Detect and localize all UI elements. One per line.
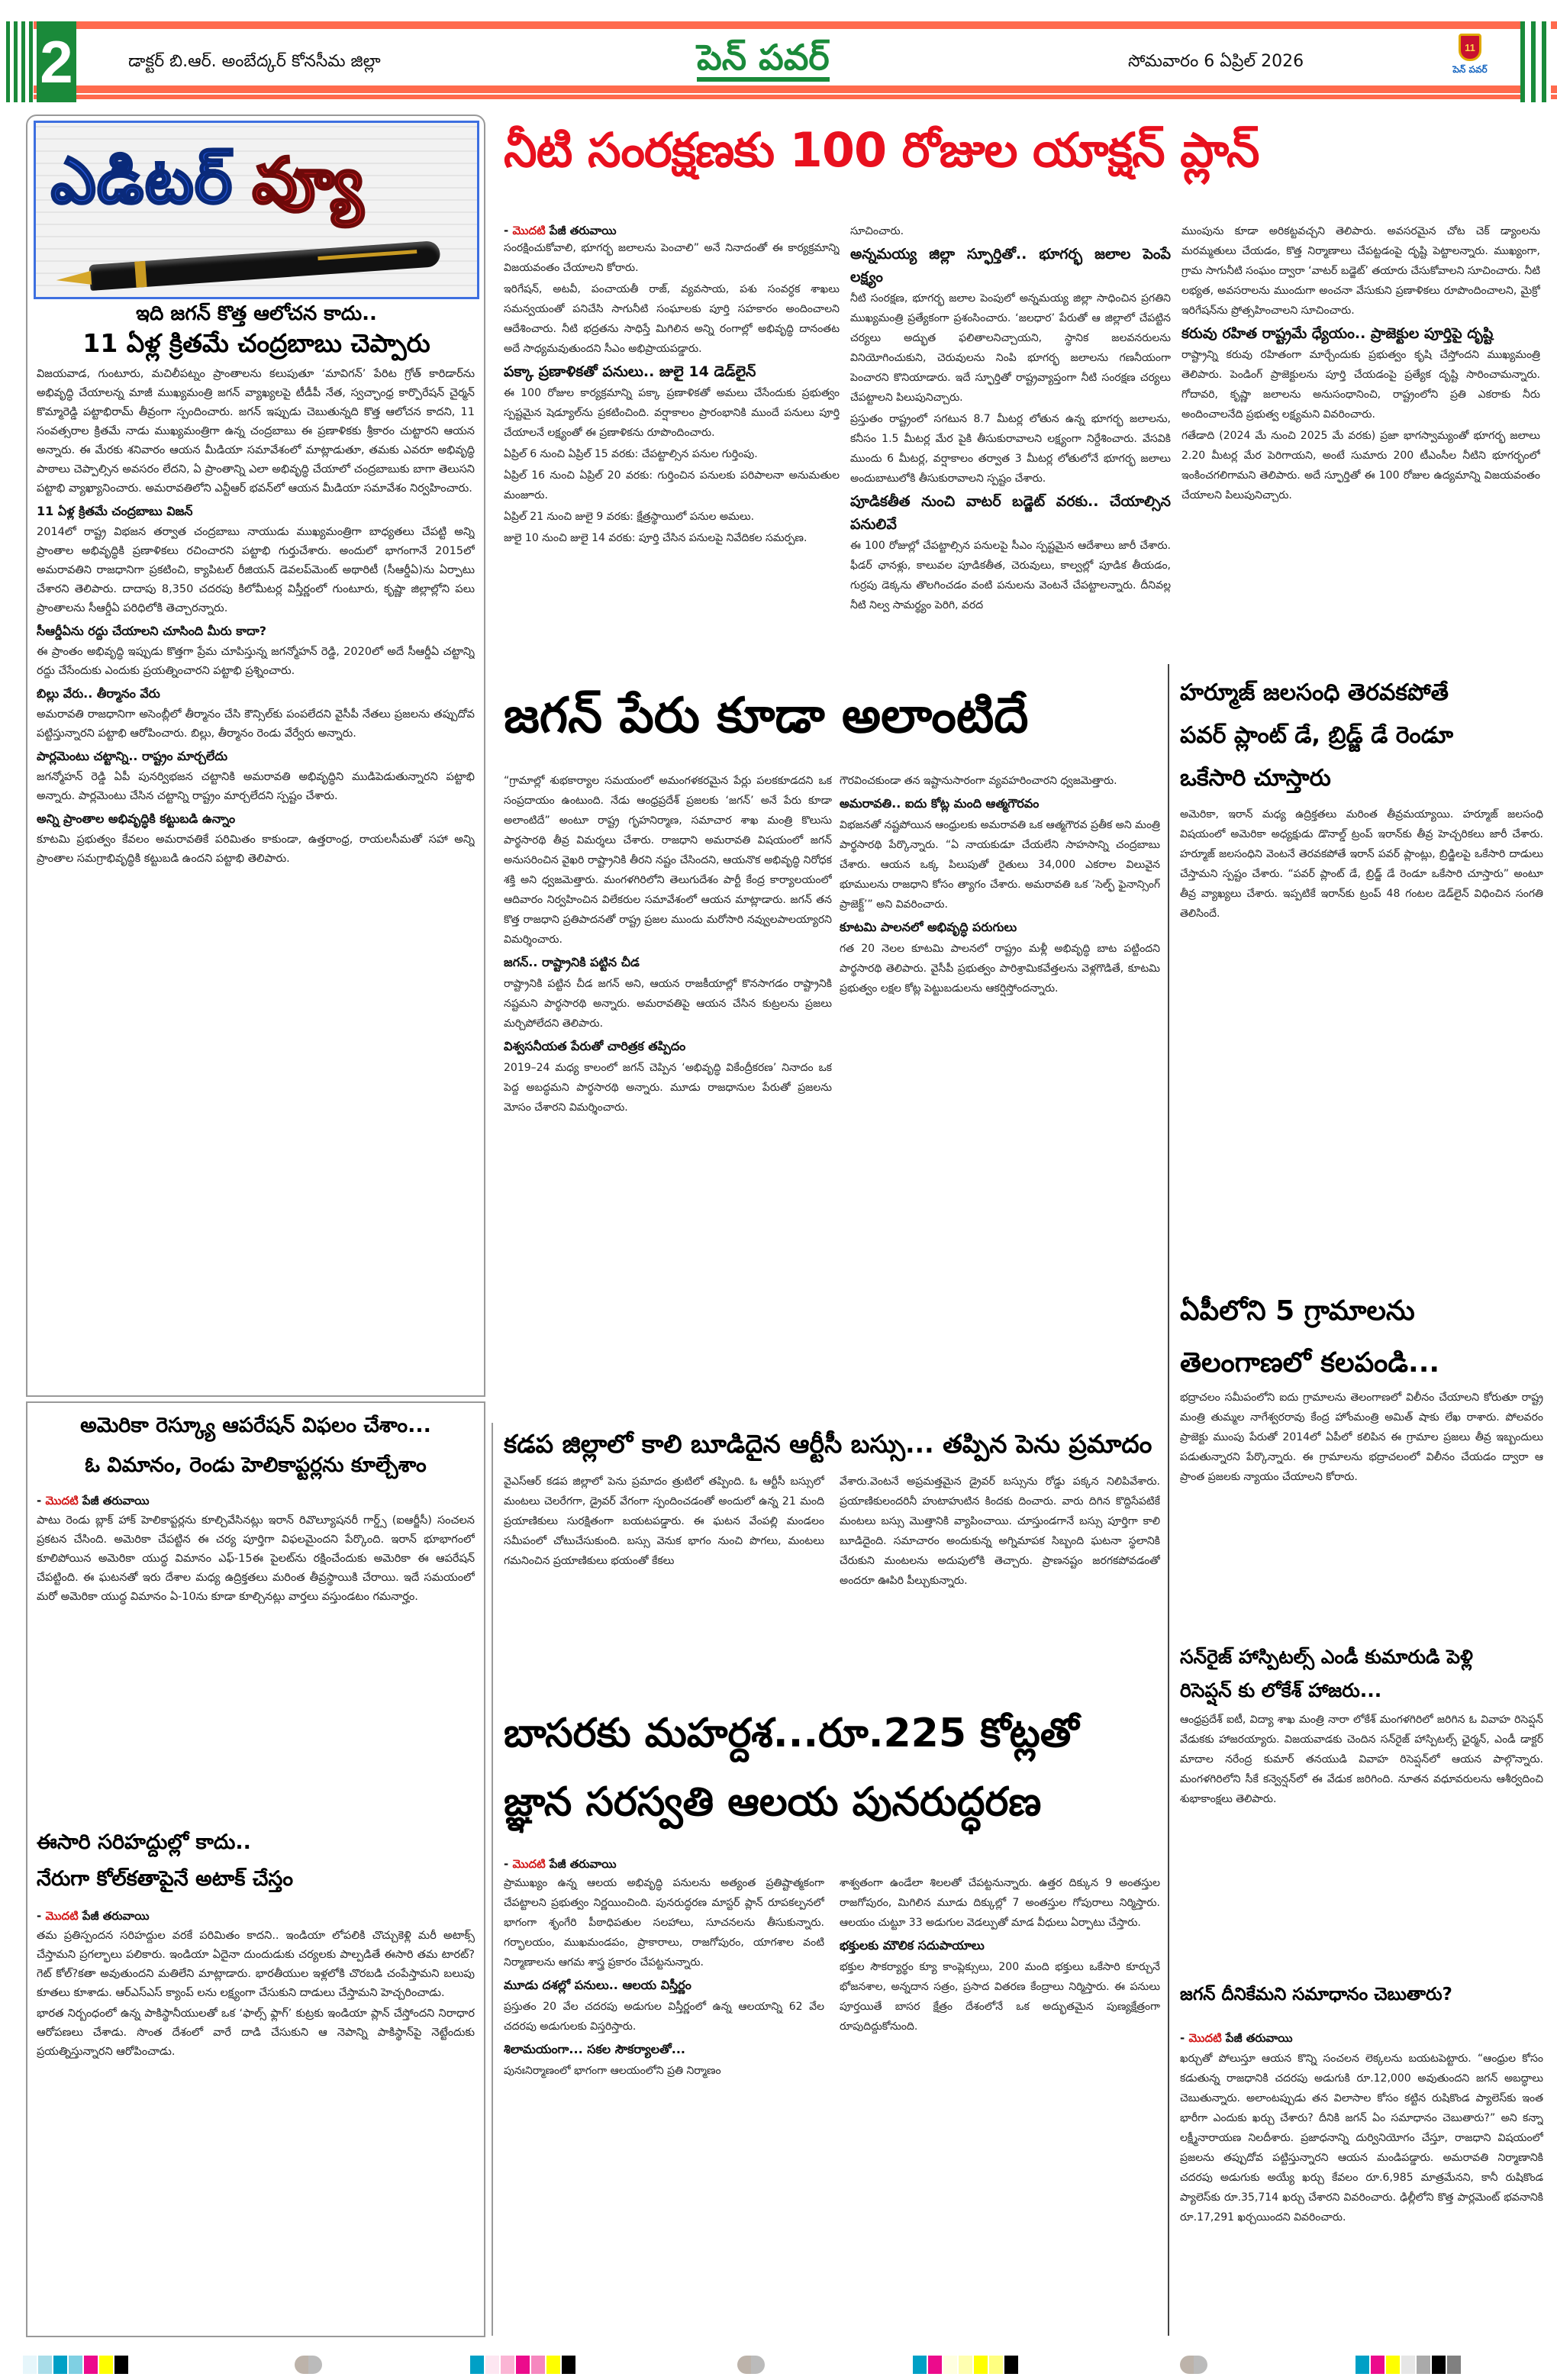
- kolkata-body: [37, 1927, 475, 2331]
- shield-icon: 11: [1459, 34, 1481, 61]
- paragraph: ప్రాముఖ్యం ఉన్న ఆలయ అభివృద్ధి పనులను అత్యంత ప్రతిష్టాత్మకంగా చేపట్టాలని ప్రభుత్వం నిర్ణయించింది. పునరుద్ధరణ మాస్టర్ ప్లాన్ రూపకల్పనలో భాగంగా శృంగేరి పీఠాధిపతుల సలహాలు, సూచనలను తీసుకున్నారు. గర్భాలయం, ముఖమండపం, ప్రాకారాలు, రాజగోపురం, యాగశాల వంటి నిర్మాణాలను ఆగమ శాస్త్ర ప్రకారం చేపట్టనున్నారు.: [504, 1877, 824, 1969]
- paragraph: ఈ 100 రోజుల్లో చేపట్టాల్సిన పనులపై సీఎం స్పష్టమైన ఆదేశాలు జారీ చేశారు. ఫీడర్ ఛానళ్లు, కాలువల పూడికతీత, చెరువులు, కాల్వల్లో పూడిక తీయడం, గుర్రపు డెక్కను తొలగించడం వంటి పనులను వెంటనే చేపట్టాలన్నారు. దీనివల్ల నీటి నిల్వ సామర్థ్యం పెరిగి, వరద: [850, 540, 1171, 611]
- paragraph: ముంపును కూడా అరికట్టవచ్చని తెలిపారు. అవసరమైన చోట చెక్ డ్యాంలను మరమ్మతులు చేయడం, కొత్త నిర్మాణాలు చేపట్టడంపై దృష్టి పెట్టాలన్నారు. ముఖ్యంగా, గ్రామ సాగునీటి సంఘం ద్వారా ‘వాటర్ బడ్జెట్’ తయారు చేసుకోవాలని సూచించారు. నీటి లభ్యత, అవసరాలను ముందుగా అంచనా వేసుకుని ప్రణాళికలు రూపొందించాలని, మైక్రో ఇరిగేషన్‌ను ప్రోత్సహించాలని సూచించారు.: [1181, 225, 1540, 317]
- masthead-stripe: [6, 95, 1557, 99]
- paragraph: సూచించారు.: [850, 225, 904, 237]
- color-swatch: [943, 2356, 957, 2374]
- ap-villages-body: [1180, 1388, 1543, 1640]
- jagan-name-col-1: [504, 771, 832, 1404]
- color-swatch: [114, 2356, 128, 2374]
- green-bars-decoration: [6, 21, 34, 102]
- jagan-name-col-2: [840, 771, 1160, 1404]
- banner-word-view: వ్యూ: [252, 147, 365, 216]
- editor-view-headline-1: ఇది జగన్ కొత్త ఆలోచన కాదు..: [136, 302, 377, 325]
- subhead: జగన్.. రాష్ట్రానికి పట్టిన చీడ: [504, 955, 640, 969]
- kadapa-headline: కడప జిల్లాలో కాలి బూడిదైన ఆర్టీసీ బస్సు... తప్పిన పెను ప్రమాదం: [504, 1429, 1152, 1459]
- iran-headline-1: అమెరికా రెస్క్యూ ఆపరేషన్ విఫలం చేశాం...: [80, 1414, 431, 1437]
- column-rule: [1168, 664, 1169, 2336]
- subhead: సీఆర్డీఏను రద్దు చేయాలని చూసింది మీరు కాదా?: [37, 624, 266, 638]
- masthead-stripe: [6, 85, 1557, 93]
- paragraph: ఆంధ్రప్రదేశ్ ఐటీ, విద్యా శాఖ మంత్రి నారా లోకేశ్ మంగళగిరిలో జరిగిన ఓ వివాహ రిసెప్షన్ వేడుకకు హాజరయ్యారు. విజయవాడకు చెందిన సన్‌రైజ్ హాస్పిటల్స్ ఛైర్మన్, ఎండీ డాక్టర్ మాదాల నరేంద్ర కుమార్ తనయుడి వివాహ రిసెప్షన్‌లో ఆయన పాల్గొన్నారు. మంగళగిరిలోని సీకే కన్వెన్షన్‌లో ఈ వేడుక జరిగింది. నూతన వధూవరులను ఆశీర్వదించి శుభాకాంక్షలు తెలిపారు.: [1180, 1714, 1543, 1805]
- paragraph: తమ ప్రతిస్పందన సరిహద్దుల వరకే పరిమితం కాదని.. ఇండియా లోపలికి చొచ్చుకెళ్లి మరీ అటాక్స్ చేస్తామని ప్రగల్భాలు పలికారు. ఇండియా ఏదైనా దుందుడుకు చర్యలకు పాల్పడితే ఈసారి తమ టారట్?గెట్ కోల్?కతా అవుతుందని మతిలేని మాట్లాడారు. భారతీయుల ఇళ్లలోకి చొరబడి చంపేస్తామని బలుపు కూతలు కూశాడు. ఆర్ఎస్ఎస్ క్యాంప్ లను లక్ష్యంగా చేసుకుని దాడులు చేస్తామని హెచ్చరించాడు.: [37, 1930, 475, 1999]
- paragraph: రాష్ట్రానికి పట్టిన చీడ జగన్ అని, ఆయన రాజకీయాల్లో కొనసాగడం రాష్ట్రానికి నష్టమని పార్థసారథి అన్నారు. అమరావతిపై ఆయన చేసిన కుట్రలను ప్రజలు మర్చిపోలేదని తెలిపారు.: [504, 978, 832, 1030]
- paragraph: కూటమి ప్రభుత్వం కేవలం అమరావతికే పరిమితం కాకుండా, ఉత్తరాంధ్ర, రాయలసీమతో సహా అన్ని ప్రాంతాల సమగ్రాభివృద్ధికి కట్టుబడి ఉందని పట్టాభి తెలిపారు.: [37, 834, 475, 865]
- hormuz-headline-1: హర్మూజ్ జలసంధి తెరవకపోతే: [1180, 679, 1449, 706]
- color-swatch: [1417, 2356, 1430, 2374]
- paragraph: శాశ్వతంగా ఉండేలా శిలలతో చేపట్టనున్నారు. ఉత్తర దిక్కున 9 అంతస్తుల రాజగోపురం, మిగిలిన మూడు దిక్కుల్లో 7 అంతస్తుల గోపురాలు నిర్మిస్తారు. ఆలయం చుట్టూ 33 అడుగుల వెడల్పుతో మాడ వీధులు ఏర్పాటు చేస్తారు.: [840, 1877, 1160, 1929]
- paper-title: పెన్ పవర్: [697, 38, 830, 82]
- top-story-col-2: [850, 221, 1171, 649]
- subhead: పక్కా ప్రణాళికతో పనులు.. జులై 14 డెడ్‌లైన్: [504, 363, 756, 380]
- hormuz-headline-2: పవర్ ప్లాంట్ డే, బ్రిడ్జ్ డే రెండూ: [1180, 722, 1454, 749]
- color-swatch: [913, 2356, 927, 2374]
- color-swatch: [69, 2356, 82, 2374]
- grey-registration-mark: [737, 2356, 765, 2374]
- paragraph: అమరావతి రాజధానిగా అసెంబ్లీలో తీర్మానం చేసి కౌన్సిల్‌కు పంపలేదని వైసీపీ నేతలు ప్రజలను తప్పుదోవ పట్టిస్తున్నారని పట్టాభి ఆరోపించారు. బిల్లు, తీర్మానం రెండు వేర్వేరు అన్నారు.: [37, 708, 475, 740]
- paragraph: ఏప్రిల్ 6 నుంచి ఏప్రిల్ 15 వరకు: చేపట్టాల్సిన పనుల గుర్తింపు.: [504, 448, 758, 460]
- subhead: పూడికతీత నుంచి వాటర్ బడ్జెట్ వరకు.. చేయాల్సిన పనులివే: [850, 493, 1171, 533]
- subhead: భక్తులకు మౌలిక సదుపాయాలు: [840, 1938, 985, 1953]
- paragraph: పాటు రెండు బ్లాక్ హాక్ హెలికాప్టర్లను కూల్చివేసినట్లు ఇరాన్ రివొల్యూషనరీ గార్డ్స్ (ఐఆర్జీసీ) సంచలన ప్రకటన చేసింది. అమెరికా చేపట్టిన ఈ చర్య పూర్తిగా విఫలమైందని పేర్కొంది. ఇరాన్ భూభాగంలో కూలిపోయిన అమెరికా యుద్ధ విమానం ఎఫ్-15ఈ పైలట్‌ను రక్షించేందుకు అమెరికా ఈ ఆపరేషన్ చేపట్టింది. ఈ ఘటనతో ఇరు దేశాల మధ్య ఉద్రిక్తతలు మరింత తీవ్రస్థాయికి చేరాయి. ఇదే సమయంలో మరో అమెరికా యుద్ధ విమానం ఏ-10ను కూడా కూల్చినట్లు వార్తలు వస్తుండటం గమనార్హం.: [37, 1514, 475, 1603]
- sunrise-headline-1: సన్‌రైజ్ హాస్పిటల్స్ ఎండీ కుమారుడి పెళ్లి: [1180, 1646, 1473, 1668]
- color-swatch: [516, 2356, 530, 2374]
- color-swatch: [959, 2356, 972, 2374]
- color-swatch: [53, 2356, 67, 2374]
- subhead: పార్లమెంటు చట్టాన్ని.. రాష్ట్రం మార్చలేదు: [37, 749, 228, 763]
- color-swatch: [23, 2356, 37, 2374]
- banner-word-editor: ఎడిటర్: [51, 147, 234, 216]
- paragraph: రాష్ట్రాన్ని కరువు రహితంగా మార్చేందుకు ప్రభుత్వం కృషి చేస్తోందని ముఖ్యమంత్రి తెలిపారు. పెండింగ్ ప్రాజెక్టులను పూర్తి చేయడంపై ప్రత్యేక దృష్టి సారించామన్నారు. గోదావరి, కృష్ణా జలాలను అనుసంధానించి, రాష్ట్రంలోని ప్రతి ఎకరాకు నీరు అందించాలనేది ప్రభుత్వ లక్ష్యమని వివరించారు.: [1181, 349, 1540, 421]
- district-name: డాక్టర్ బి.ఆర్. అంబేద్కర్ కోనసీమ జిల్లా: [128, 52, 381, 71]
- kadapa-col-1: [504, 1472, 824, 1685]
- editor-view-headline-2: 11 ఏళ్ల క్రితమే చంద్రబాబు చెప్పారు: [82, 328, 430, 358]
- subhead: విశ్వసనీయత పేరుతో చారిత్రక తప్పిదం: [504, 1039, 686, 1053]
- paragraph: ఈ ప్రాంతం అభివృద్ధి ఇప్పుడు కొత్తగా ప్రేమ చూపిస్తున్న జగన్మోహన్ రెడ్డి, 2020లో అదే సీఆర్డీఏ చట్టాన్ని రద్దు చేసేందుకు ఎందుకు ప్రయత్నించారని పట్టాభి ప్రశ్నించారు.: [37, 646, 475, 677]
- continued-label: - మొదటి పేజీ తరువాయి: [504, 224, 617, 237]
- masthead-stripe: [6, 21, 1557, 29]
- subhead: శిలామయంగా... సకల సౌకర్యాలతో...: [504, 2042, 685, 2056]
- subhead: మూడు దశల్లో పనులు.. ఆలయ విస్తీర్ణం: [504, 1978, 691, 1992]
- paragraph: వైఎస్ఆర్ కడప జిల్లాలో పెను ప్రమాదం త్రుటిలో తప్పింది. ఓ ఆర్టీసీ బస్సులో మంటలు చెలరేగగా, డ్రైవర్ వేగంగా స్పందించడంతో అందులో ఉన్న 21 మంది ప్రయాణికులు సురక్షితంగా బయటపడ్డారు. ఈ ఘటన వేంపల్లి మండలం సమీపంలో చోటుచేసుకుంది. బస్సు వెనుక భాగం నుంచి పొగలు, మంటలు గమనించిన ప్రయాణికులు భయంతో కేకలు: [504, 1475, 824, 1567]
- color-swatch: [1401, 2356, 1415, 2374]
- editor-view-banner: [34, 121, 479, 299]
- color-swatch: [84, 2356, 98, 2374]
- paragraph: ఖర్చుతో పోలుస్తూ ఆయన కొన్ని సంచలన లెక్కలను బయటపెట్టారు. “ఆంధ్రుల కోసం కడుతున్న రాజధానికి చదరపు అడుగుకి రూ.12,000 అవుతుందని జగన్ అబద్ధాలు చెబుతున్నారు. అలాంటప్పుడు తన విలాసాల కోసం కట్టిన రుషికొండ ప్యాలెస్‌కు ఇంత భారీగా ఎందుకు ఖర్చు చేశారు? దీనికి జగన్ ఏం సమాధానం చెబుతారు?” అని కన్నా లక్ష్మీనారాయణ నిలదీశారు. ప్రజాధనాన్ని దుర్వినియోగం చేస్తూ, రాజధాని విషయంలో ప్రజలను తప్పుదోవ పట్టిస్తున్నారని ఆయన మండిపడ్డారు. అమరావతి నిర్మాణానికి చదరపు అడుగుకు అయ్యే ఖర్చు కేవలం రూ.6,985 మాత్రమేనని, కానీ రుషికొండ ప్యాలెస్‌కు రూ.35,714 ఖర్చు చేశారని వివరించారు. ఢిల్లీలోని కొత్త పార్లమెంట్ భవనానికి రూ.17,291 ఖర్చయిందని వివరించారు.: [1180, 2053, 1543, 2224]
- continued-label: - మొదటి పేజీ తరువాయి: [504, 1857, 617, 1871]
- basara-col-2: [840, 1873, 1160, 2331]
- paragraph: ఈ 100 రోజుల కార్యక్రమాన్ని పక్కా ప్రణాళికతో అమలు చేసేందుకు ప్రభుత్వం స్పష్టమైన షెడ్యూల్‌ను ప్రకటించింది. వర్షాకాలం ప్రారంభానికి ముందే పనులు పూర్తి చేయాలనే లక్ష్యంతో ఈ ప్రణాళికను రూపొందించారు.: [504, 387, 840, 439]
- paragraph: జగన్మోహన్ రెడ్డి ఏపీ పునర్విభజన చట్టానికి అమరావతి అభివృద్ధిని ముడిపెడుతున్నారని పట్టాభి అన్నారు. పార్లమెంటు చేసిన చట్టాన్ని రాష్ట్రం మార్చలేదని స్పష్టం చేశారు.: [37, 771, 475, 802]
- kolkata-headline-1: ఈసారి సరిహద్దుల్లో కాదు..: [37, 1830, 251, 1854]
- paragraph: సంరక్షించుకోవాలి, భూగర్భ జలాలను పెంచాలి” అనే నినాదంతో ఈ కార్యక్రమాన్ని విజయవంతం చేయాలని కోరారు.: [504, 242, 840, 274]
- color-swatch: [1432, 2356, 1446, 2374]
- subhead: బిల్లు వేరు.. తీర్మానం వేరు: [37, 686, 160, 701]
- color-swatch: [546, 2356, 560, 2374]
- color-registration-bar: [23, 2356, 130, 2374]
- paragraph: గౌరవించకుండా తన ఇష్టానుసారంగా వ్యవహరించారని ధ్వజమెత్తారు.: [840, 775, 1117, 787]
- color-swatch: [1004, 2356, 1018, 2374]
- paragraph: ఇరిగేషన్, అటవీ, పంచాయతీ రాజ్, వ్యవసాయ, పశు సంవర్ధక శాఖలు సమన్వయంతో పనిచేసి సాగునీటి సంఘాలకు పూర్తి సహకారం అందించాలని ఆదేశించారు. నీటి భద్రతను సాధిస్తే మిగిలిన అన్ని రంగాల్లో అభివృద్ధి దానంతట అదే సాధ్యమవుతుందని సీఎం అభిప్రాయపడ్డారు.: [504, 283, 840, 355]
- fountain-pen-icon: [89, 240, 440, 291]
- paragraph: విభజనతో నష్టపోయిన ఆంధ్రులకు అమరావతి ఒక ఆత్మగౌరవ ప్రతీక అని మంత్రి పార్థసారథి పేర్కొన్నారు. “ఏ నాయకుడూ చేయలేని సాహసాన్ని చంద్రబాబు చేశారు. ఆయన ఒక్క పిలుపుతో రైతులు 34,000 ఎకరాల విలువైన భూములను రాజధాని కోసం త్యాగం చేశారు. అమరావతి ఒక ‘సెల్ఫ్ ఫైనాన్సింగ్ ప్రాజెక్ట్’” అని వివరించారు.: [840, 819, 1160, 911]
- ap-villages-headline-2: తెలంగాణలో కలపండి...: [1180, 1347, 1440, 1379]
- color-swatch: [1386, 2356, 1400, 2374]
- basara-col-1: [504, 1873, 824, 2331]
- color-swatch: [501, 2356, 514, 2374]
- subhead: అమరావతి.. ఐదు కోట్ల మంది ఆత్మగౌరవం: [840, 796, 1040, 811]
- top-story-col-1: [504, 238, 840, 620]
- paragraph: నీటి సంరక్షణ, భూగర్భ జలాల పెంపులో అన్నమయ్య జిల్లా సాధించిన ప్రగతిని ముఖ్యమంత్రి ప్రత్యేకంగా ప్రశంసించారు. ‘జలధార’ పేరుతో ఆ జిల్లాలో చేపట్టిన చర్యలు అద్భుత ఫలితాలనిచ్చాయని, స్థానిక జలవనరులను వినియోగించుకుని, చెరువులను నింపి భూగర్భ జలాలను గణనీయంగా పెంచారని కొనియాడారు. ఇదే స్ఫూర్తితో రాష్ట్రవ్యాప్తంగా నీటి సంరక్షణ చర్యలు చేపట్టాలని పిలుపునిచ్చారు.: [850, 292, 1171, 404]
- grey-registration-mark: [295, 2356, 322, 2374]
- color-swatch: [1356, 2356, 1369, 2374]
- color-registration-bar: [1356, 2356, 1462, 2374]
- color-swatch: [928, 2356, 942, 2374]
- page-number: 2: [37, 21, 76, 102]
- kolkata-headline-2: నేరుగా కోల్‌కతాపైనే అటాక్ చేస్తం: [37, 1867, 294, 1891]
- continued-label: - మొదటి పేజీ తరువాయి: [37, 1494, 150, 1508]
- subhead: అన్నమయ్య జిల్లా స్ఫూర్తితో.. భూగర్భ జలాల పెంపే లక్ష్యం: [850, 246, 1171, 285]
- editor-view-banner-text: [51, 146, 365, 233]
- green-bars-decoration: [1520, 21, 1551, 102]
- subhead: అన్ని ప్రాంతాల అభివృద్ధికి కట్టుబడి ఉన్నాం: [37, 811, 236, 826]
- sunrise-headline-2: రిసెప్షన్ కు లోకేశ్ హాజరు...: [1180, 1679, 1382, 1701]
- paragraph: భక్తుల సౌకర్యార్థం క్యూ కాంప్లెక్సులు, 200 మంది భక్తులు ఒకేసారి కూర్చునే భోజనశాల, అన్నదాన సత్రం, ప్రసాద వితరణ కేంద్రాలు నిర్మిస్తారు. ఈ పనులు పూర్తయితే బాసర క్షేత్రం దేశంలోనే ఒక అద్భుతమైన పుణ్యక్షేత్రంగా రూపుదిద్దుకోనుంది.: [840, 1961, 1160, 2033]
- color-swatch: [1447, 2356, 1461, 2374]
- paragraph: గతేడాది (2024 మే నుంచి 2025 మే వరకు) ప్రజా భాగస్వామ్యంతో భూగర్భ జలాలు 2.20 మీటర్ల మేర పెరిగాయని, అంటే సుమారు 200 టీఎంసీల నీటిని భూగర్భంలో ఇంకించగలిగామని తెలిపారు. అదే స్ఫూర్తితో ఈ 100 రోజుల ఉద్యమాన్ని విజయవంతం చేయాలని పిలుపునిచ్చారు.: [1181, 430, 1540, 501]
- basara-headline-1: బాసరకు మహర్దశ...రూ.225 కోట్లతో: [504, 1711, 1079, 1756]
- paragraph: అమెరికా, ఇరాన్ మధ్య ఉద్రిక్తతలు మరింత తీవ్రమయ్యాయి. హర్మూజ్ జలసంధి విషయంలో అమెరికా అధ్యక్షుడు డొనాల్డ్ ట్రంప్ ఇరాన్‌కు తీవ్ర హెచ్చరికలు జారీ చేశారు. హర్మూజ్ జలసంధిని వెంటనే తెరవకపోతే ఇరాన్ పవర్ ప్లాంట్లు, బ్రిడ్జిలపై ఒకేసారి దాడులు చేస్తామని స్పష్టం చేశారు. “పవర్ ప్లాంట్ డే, బ్రిడ్జ్ డే రెండూ ఒకేసారి చూస్తారు” అంటూ తీవ్ర వ్యాఖ్యలు చేశారు. ఇప్పటికే ఇరాన్‌కు ట్రంప్ 48 గంటల డెడ్‌లైన్ విధించిన సంగతి తెలిసిందే.: [1180, 808, 1543, 920]
- paragraph: ప్రస్తుతం 20 వేల చదరపు అడుగుల విస్తీర్ణంలో ఉన్న ఆలయాన్ని 62 వేల చదరపు అడుగులకు విస్తరిస్తారు.: [504, 2001, 824, 2033]
- paragraph: ఏప్రిల్ 16 నుంచి ఏప్రిల్ 20 వరకు: గుర్తించిన పనులకు పరిపాలనా అనుమతుల మంజూరు.: [504, 469, 840, 501]
- hormuz-headline-3: ఒకేసారి చూస్తారు: [1180, 765, 1331, 792]
- logo-text: పెన్ పవర్: [1452, 64, 1488, 75]
- color-swatch: [99, 2356, 113, 2374]
- jagan-name-headline: జగన్ పేరు కూడా అలాంటిదే: [504, 688, 1029, 744]
- jagan-answer-body: [1180, 2049, 1543, 2334]
- paragraph: ప్రస్తుతం రాష్ట్రంలో సగటున 8.7 మీటర్ల లోతున ఉన్న భూగర్భ జలాలను, కనీసం 1.5 మీటర్ల మేర పైకి తీసుకురావాలని లక్ష్యంగా నిర్దేశించారు. వేసవికి ముందు 6 మీటర్ల, వర్షాకాలం తర్వాత 3 మీటర్ల లోతులోనే భూగర్భ జలాలు అందుబాటులోకి తీసుకురావాలని స్పష్టం చేశారు.: [850, 413, 1171, 485]
- color-swatch: [531, 2356, 545, 2374]
- color-swatch: [1371, 2356, 1385, 2374]
- subhead: కూటమి పాలనలో అభివృద్ధి పరుగులు: [840, 920, 1017, 934]
- top-story-headline: నీటి సంరక్షణకు 100 రోజుల యాక్షన్ ప్లాన్: [504, 122, 1259, 178]
- basara-headline-2: జ్ఞాన సరస్వతి ఆలయ పునరుద్ధరణ: [504, 1779, 1042, 1825]
- color-registration-bar: [470, 2356, 577, 2374]
- paragraph: 2014లో రాష్ట్ర విభజన తర్వాత చంద్రబాబు నాయుడు ముఖ్యమంత్రిగా బాధ్యతలు చేపట్టి అన్ని ప్రాంతాల అభివృద్ధికి ప్రణాళికలు రచించారని పట్టాభి గుర్తుచేశారు. అందులో భాగంగానే 2015లో అమరావతిని రాజధానిగా ప్రకటించి, క్యాపిటల్ రీజియన్ డెవలప్‌మెంట్ అథారిటీ (సీఆర్డీఏ)ను ఏర్పాటు చేశారని తెలిపారు. దాదాపు 8,350 చదరపు కిలోమీటర్ల విస్తీర్ణంలో గుంటూరు, కృష్ణా జిల్లాల్లోని పలు ప్రాంతాలను సీఆర్డీఏ పరిధిలోకి తెచ్చారన్నారు.: [37, 526, 475, 614]
- continued-label: - మొదటి పేజీ తరువాయి: [37, 1909, 150, 1923]
- subhead: కరువు రహిత రాష్ట్రమే ధ్యేయం.. ప్రాజెక్టుల పూర్తిపై దృష్టి: [1181, 325, 1494, 342]
- anniversary-logo: [1452, 34, 1488, 92]
- top-story-col-3: [1181, 221, 1540, 649]
- sunrise-body: [1180, 1710, 1543, 1977]
- color-swatch: [562, 2356, 575, 2374]
- paragraph: ఏప్రిల్ 21 నుంచి జులై 9 వరకు: క్షేత్రస్థాయిలో పనుల అమలు.: [504, 511, 755, 523]
- hormuz-body: [1180, 805, 1543, 1285]
- masthead: [6, 21, 1557, 102]
- edition-date: సోమవారం 6 ఏప్రిల్ 2026: [1128, 52, 1304, 71]
- ap-villages-headline-1: ఏపీలోని 5 గ్రామాలను: [1180, 1295, 1415, 1327]
- jagan-answer-headline: జగన్ దీనికేమని సమాధానం చెబుతారు?: [1180, 1985, 1452, 2004]
- paragraph: “గ్రామాల్లో శుభకార్యాల సమయంలో అమంగళకరమైన పేర్లు పలకకూడదని ఒక సంప్రదాయం ఉంటుంది. నేడు ఆంధ్రప్రదేశ్ ప్రజలకు ‘జగన్’ అనే పేరు కూడా అలాంటిదే” అంటూ రాష్ట్ర గృహనిర్మాణ, సమాచార శాఖ మంత్రి కొలుసు పార్థసారథి తీవ్ర విమర్శలు చేశారు. రాజధాని అమరావతి విషయంలో జగన్ అనుసరించిన వైఖరి రాష్ట్రానికి తీరని నష్టం చేసిందని, ఆయనొక అభివృద్ధి నిరోధక శక్తి అని ధ్వజమెత్తారు. మంగళగిరిలోని తెలుగుదేశం పార్టీ కేంద్ర కార్యాలయంలో ఆదివారం నిర్వహించిన విలేకరుల సమావేశంలో ఆయన మాట్లాడారు. జగన్ తన కొత్త రాజధాని ప్రతిపాదనతో రాష్ట్ర ప్రజల ముందు మరోసారి నవ్వులపాలయ్యారని విమర్శించారు.: [504, 775, 832, 946]
- paragraph: వేశారు.వెంటనే అప్రమత్తమైన డ్రైవర్ బస్సును రోడ్డు పక్కన నిలిపివేశారు. ప్రయాణికులందరినీ హుటాహుటిన కిందకు దించారు. వారు దిగిన కొద్దిసేపటికే మంటలు బస్సు మొత్తానికి వ్యాపించాయి. చూస్తుండగానే బస్సు పూర్తిగా కాలి బూడిదైంది. సమాచారం అందుకున్న అగ్నిమాపక సిబ్బంది ఘటనా స్థలానికి చేరుకుని మంటలను అదుపులోకి తెచ్చారు. ప్రాణనష్టం జరగకపోవడంతో అందరూ ఊపిరి పీల్చుకున్నారు.: [840, 1475, 1160, 1587]
- continued-label: - మొదటి పేజీ తరువాయి: [1180, 2031, 1293, 2045]
- color-swatch: [470, 2356, 484, 2374]
- paragraph: భారత నిర్బంధంలో ఉన్న పాకిస్థానీయులతో ఒక ‘ఫాల్స్ ఫ్లాగ్’ కుట్రకు ఇండియా ప్లాన్ చేస్తోందని నిరాధార ఆరోపణలు చేశాడు. సొంత దేశంలో వారే దాడి చేసుకుని ఆ నెపాన్ని పాకిస్థాన్‌పై నెట్టేందుకు ప్రయత్నిస్తున్నారని ఆరోపించాడు.: [37, 2008, 475, 2058]
- editor-view-body: [37, 365, 475, 1388]
- grey-registration-mark: [1180, 2356, 1207, 2374]
- paragraph: భద్రాచలం సమీపంలోని ఐదు గ్రామాలను తెలంగాణలో విలీనం చేయాలని కోరుతూ రాష్ట్ర మంత్రి తుమ్మల నాగేశ్వరరావు కేంద్ర హోంమంత్రి అమిత్ షాకు లేఖ రాశారు. పోలవరం ప్రాజెక్టు ముంపు పేరుతో 2014లో ఏపీలో కలిపిన ఈ గ్రామాల ప్రజలు తీవ్ర ఇబ్బందులు పడుతున్నారని పేర్కొన్నారు. ఈ గ్రామాలను భద్రాచలంలో విలీనం చేయడం ద్వారా ఆ ప్రాంత ప్రజలకు న్యాయం చేయాలని కోరారు.: [1180, 1392, 1543, 1483]
- color-swatch: [989, 2356, 1003, 2374]
- subhead: 11 ఏళ్ల క్రితమే చంద్రబాబు విజన్: [37, 504, 193, 518]
- color-registration-bar: [913, 2356, 1020, 2374]
- iran-body: [37, 1511, 475, 1801]
- paragraph: పునఃనిర్మాణంలో భాగంగా ఆలయంలోని ప్రతి నిర్మాణం: [504, 2065, 721, 2077]
- paragraph: 2019–24 మధ్య కాలంలో జగన్ చెప్పిన ‘అభివృద్ధి వికేంద్రీకరణ’ నినాదం ఒక పెద్ద అబద్ధమని పార్థసారథి అన్నారు. మూడు రాజధానుల పేరుతో ప్రజలను మోసం చేశారని విమర్శించారు.: [504, 1062, 832, 1114]
- color-swatch: [38, 2356, 52, 2374]
- paragraph: జులై 10 నుంచి జులై 14 వరకు: పూర్తి చేసిన పనులపై నివేదికల సమర్పణ.: [504, 532, 808, 544]
- paragraph: గత 20 నెలల కూటమి పాలనలో రాష్ట్రం మళ్లీ అభివృద్ధి బాట పట్టిందని పార్థసారథి తెలిపారు. వైసీపీ ప్రభుత్వం పారిశ్రామికవేత్తలను వెళ్లగొడితే, కూటమి ప్రభుత్వం లక్షల కోట్ల పెట్టుబడులను ఆకర్షిస్తోందన్నారు.: [840, 943, 1160, 995]
- iran-headline-2: ఓ విమానం, రెండు హెలికాప్టర్లను కూల్చేశాం: [85, 1453, 427, 1477]
- paragraph: విజయవాడ, గుంటూరు, మచిలీపట్నం ప్రాంతాలను కలుపుతూ ‘మావిగన్’ పేరిట గ్రోత్ కారిడార్‌ను అభివృద్ధి చేయాలన్న మాజీ ముఖ్యమంత్రి జగన్ వ్యాఖ్యలపై టీడీపీ నేత, స్వచ్ఛాంధ్ర కార్పొరేషన్ చైర్మన్ కొమ్మారెడ్డి పట్టాభిరామ్ తీవ్రంగా స్పందించారు. జగన్ ఇప్పుడు చెబుతున్నది కొత్త ఆలోచన కాదని, 11 సంవత్సరాల క్రితమే నాడు ముఖ్యమంత్రిగా ఉన్న చంద్రబాబు ఈ ప్రణాళికకు శ్రీకారం చుట్టారని ఆయన అన్నారు. ఈ మేరకు శనివారం ఆయన మీడియా సమావేశంలో మాట్లాడుతూ, తమకు ఎవరూ అభివృద్ధి పాఠాలు చెప్పాల్సిన అవసరం లేదని, ఏ ప్రాంతాన్ని ఎలా అభివృద్ధి చేయాలో చంద్రబాబుకు బాగా తెలుసని పట్టాభి వ్యాఖ్యానించారు. అమరావతిలోని ఎన్టీఆర్ భవన్‌లో ఆయన మీడియా సమావేశం నిర్వహించారు.: [37, 368, 475, 495]
- color-swatch: [485, 2356, 499, 2374]
- color-swatch: [974, 2356, 988, 2374]
- kadapa-col-2: [840, 1472, 1160, 1685]
